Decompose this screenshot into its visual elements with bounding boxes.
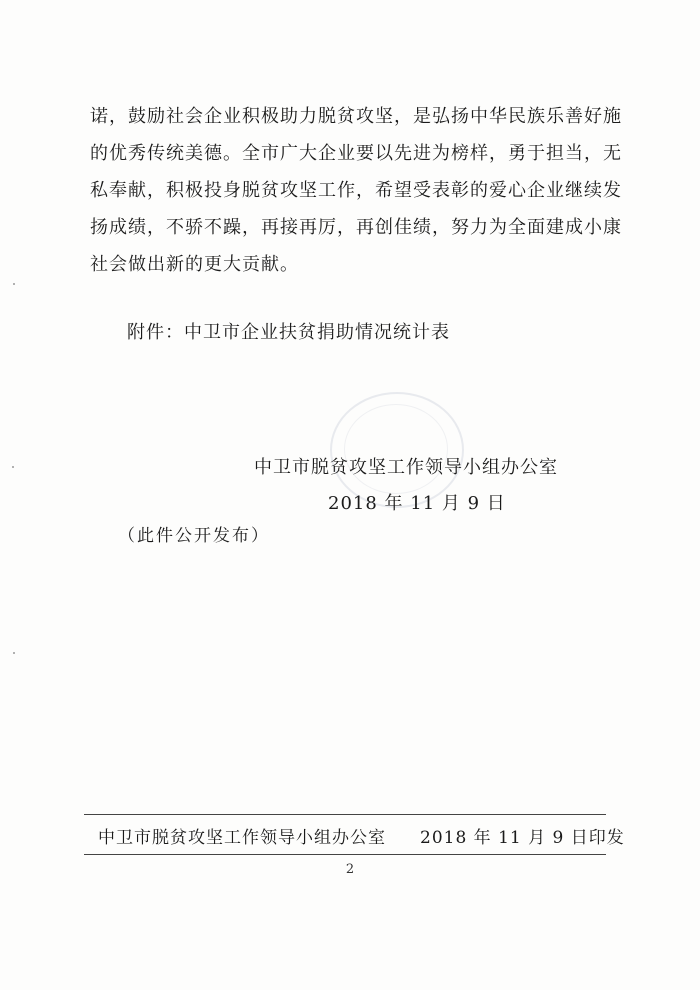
body-paragraph (90, 98, 622, 283)
body-line: 社会做出新的更大贡献。 (90, 254, 299, 275)
signature-date: 2018 年 11 月 9 日 (328, 493, 506, 514)
body-line: 的优秀传统美德。全市广大企业要以先进为榜样，勇于担当，无 (90, 143, 622, 164)
scan-speck (13, 283, 15, 285)
body-line: 私奉献，积极投身脱贫攻坚工作，希望受表彰的爱心企业继续发 (90, 180, 622, 201)
scan-speck (13, 652, 15, 654)
body-line: 扬成绩，不骄不躁，再接再厉，再创佳绩，努力为全面建成小康 (90, 217, 622, 238)
publish-note: （此件公开发布） (118, 526, 270, 546)
body-line: 诺，鼓励社会企业积极助力脱贫攻坚，是弘扬中华民族乐善好施 (90, 106, 622, 127)
seal-inner-ring (344, 404, 448, 494)
attachment-line: 附件：中卫市企业扶贫捐助情况统计表 (127, 322, 450, 343)
footer-organization: 中卫市脱贫攻坚工作领导小组办公室 (98, 828, 386, 848)
footer-bottom-rule (84, 854, 606, 855)
footer-top-rule (84, 814, 606, 815)
signature-organization: 中卫市脱贫攻坚工作领导小组办公室 (254, 457, 558, 478)
page-number: 2 (345, 862, 355, 877)
scan-speck (12, 466, 14, 468)
footer-issue-date: 2018 年 11 月 9 日印发 (420, 828, 625, 848)
